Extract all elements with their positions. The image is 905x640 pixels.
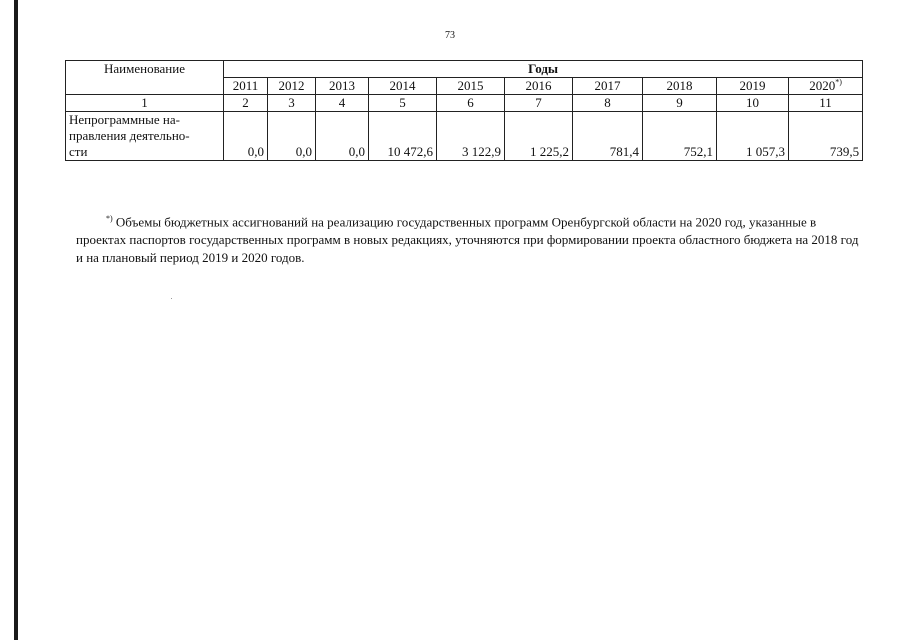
scan-speck: [171, 298, 172, 299]
value-cell: 781,4: [573, 112, 643, 161]
column-number-cell: 4: [316, 95, 369, 112]
value-cell: 1 225,2: [505, 112, 573, 161]
table-header-row: [66, 61, 863, 78]
footnote-mark: *): [835, 77, 842, 87]
column-number-cell: 2: [224, 95, 268, 112]
value-cell: 0,0: [268, 112, 316, 161]
year-cell: 2011: [224, 78, 268, 95]
value-cell: 1 057,3: [717, 112, 789, 161]
column-number-cell: 10: [717, 95, 789, 112]
column-number-cell: 1: [66, 95, 224, 112]
value-cell: 752,1: [643, 112, 717, 161]
value-cell: 0,0: [316, 112, 369, 161]
scan-edge-line: [14, 0, 18, 640]
budget-table: [65, 60, 863, 161]
year-cell: 2015: [437, 78, 505, 95]
year-cell-2020: [789, 78, 863, 95]
column-number-cell: 5: [369, 95, 437, 112]
row-label-line: сти: [69, 144, 88, 159]
column-number-cell: 7: [505, 95, 573, 112]
row-label-line: правления деятельно-: [69, 128, 190, 143]
year-cell: 2018: [643, 78, 717, 95]
year-cell: 2014: [369, 78, 437, 95]
year-cell: 2016: [505, 78, 573, 95]
row-label-line: Непрограммные на-: [69, 112, 180, 127]
column-number-cell: 11: [789, 95, 863, 112]
footnote-text: Объемы бюджетных ассигнований на реализацию государственных программ Оренбургской области на 2020 год, указанные в проектах паспортов государственных программ в новых редакциях, уточняются при формировании проекта областного бюджета на 2018 год и на плановый период 2019 и 2020 годов.: [76, 214, 859, 266]
year-cell: 2012: [268, 78, 316, 95]
value-cell: 0,0: [224, 112, 268, 161]
column-number-cell: 9: [643, 95, 717, 112]
column-number-cell: 3: [268, 95, 316, 112]
header-name-cell: Наименование: [66, 61, 224, 95]
footnote-mark: *): [106, 214, 113, 223]
footnote: [76, 210, 866, 267]
table-column-numbers-row: [66, 95, 863, 112]
column-number-cell: 8: [573, 95, 643, 112]
year-label: 2020: [809, 78, 836, 93]
year-cell: 2017: [573, 78, 643, 95]
page-number: 73: [445, 30, 455, 41]
table-row: [66, 112, 863, 161]
value-cell: 10 472,6: [369, 112, 437, 161]
year-cell: 2019: [717, 78, 789, 95]
row-label-cell: [66, 112, 224, 161]
value-cell: 3 122,9: [437, 112, 505, 161]
column-number-cell: 6: [437, 95, 505, 112]
year-cell: 2013: [316, 78, 369, 95]
header-years-cell: Годы: [224, 61, 863, 78]
value-cell: 739,5: [789, 112, 863, 161]
